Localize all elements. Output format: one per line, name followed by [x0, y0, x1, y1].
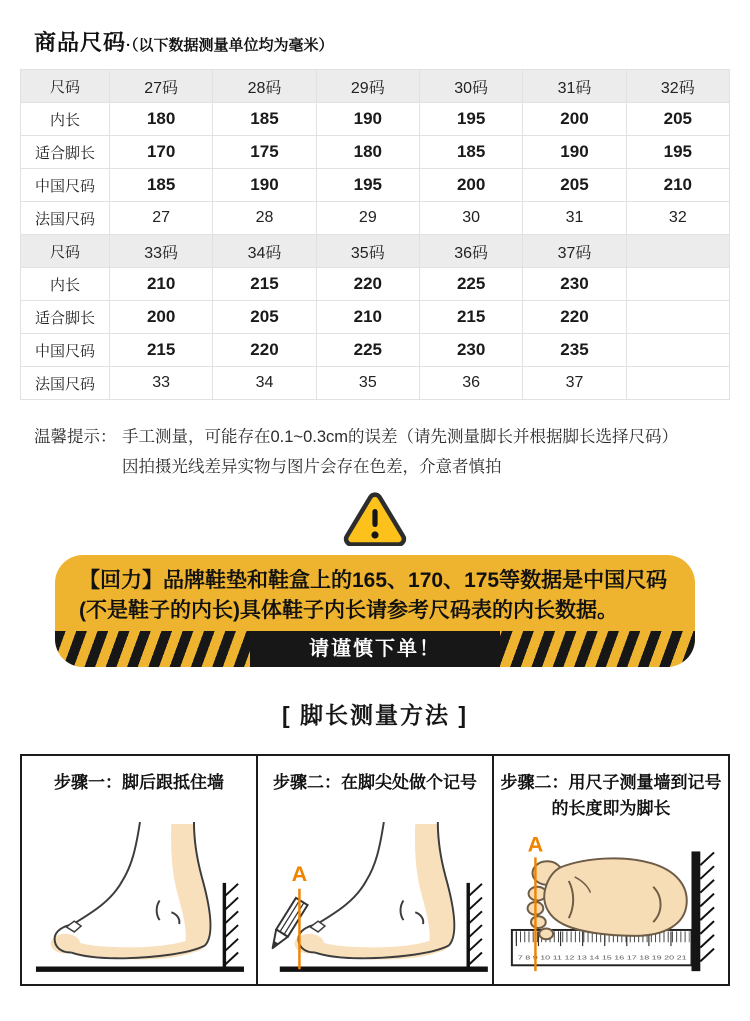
value-cell: 195: [316, 169, 419, 202]
value-cell: 235: [523, 334, 626, 367]
page-title-main: 商品尺码: [34, 30, 127, 55]
value-cell: 35: [316, 367, 419, 400]
value-cell: 180: [110, 103, 213, 136]
warning-banner: [55, 555, 695, 667]
value-cell: [626, 268, 729, 301]
order-caution-label: 请谨慎下单！: [250, 631, 500, 667]
value-cell: [626, 235, 729, 268]
value-cell: 175: [213, 136, 316, 169]
size-table: [20, 69, 730, 400]
page-title: [34, 26, 750, 57]
value-cell: 210: [316, 301, 419, 334]
value-cell: 170: [110, 136, 213, 169]
value-cell: 33: [110, 367, 213, 400]
value-cell: 195: [419, 103, 522, 136]
row-label-cell: 适合脚长: [21, 301, 110, 334]
value-cell: [626, 301, 729, 334]
value-cell: 225: [419, 268, 522, 301]
warning-banner-text: [55, 555, 695, 631]
value-cell: 33码: [110, 235, 213, 268]
value-cell: 220: [213, 334, 316, 367]
value-cell: 185: [110, 169, 213, 202]
value-cell: 215: [419, 301, 522, 334]
step-2-foot-mark-illustration: [262, 822, 488, 980]
step-2-panel: [258, 756, 494, 984]
row-label-cell: 中国尺码: [21, 334, 110, 367]
value-cell: 32: [626, 202, 729, 235]
value-cell: 195: [626, 136, 729, 169]
step-3-title-line-2: 的长度即为脚长: [551, 799, 671, 818]
row-label-cell: 内长: [21, 103, 110, 136]
row-label-cell: 适合脚长: [21, 136, 110, 169]
value-cell: [626, 334, 729, 367]
tips-line-1: 手工测量，可能存在0.1~0.3cm的误差（请先测量脚长并根据脚长选择尺码）: [122, 428, 679, 446]
step-3-ruler-illustration: [498, 822, 724, 980]
marker-a-label: A: [527, 831, 544, 857]
value-cell: 29: [316, 202, 419, 235]
value-cell: 30: [419, 202, 522, 235]
value-cell: 185: [213, 103, 316, 136]
measure-method-heading: [ 脚长测量方法 ]: [281, 702, 469, 728]
value-cell: 230: [523, 268, 626, 301]
step-1-foot-side-illustration: [26, 822, 252, 980]
tips-label: 温馨提示：: [34, 428, 117, 446]
measure-steps-panel: [20, 754, 730, 986]
value-cell: 190: [213, 169, 316, 202]
value-cell: 200: [419, 169, 522, 202]
value-cell: 220: [523, 301, 626, 334]
step-3-title: [494, 756, 728, 822]
value-cell: 32码: [626, 70, 729, 103]
tips-line-2: 因拍摄光线差异实物与图片会存在色差，介意者慎拍: [122, 458, 502, 476]
value-cell: 200: [110, 301, 213, 334]
value-cell: 190: [316, 103, 419, 136]
value-cell: 210: [110, 268, 213, 301]
value-cell: 34: [213, 367, 316, 400]
value-cell: 210: [626, 169, 729, 202]
hazard-stripes-bar: [55, 631, 695, 667]
warning-triangle-icon: [343, 490, 407, 551]
value-cell: 190: [523, 136, 626, 169]
value-cell: 36: [419, 367, 522, 400]
step-3-title-line-1: 步骤二：用尺子测量墙到记号: [500, 773, 722, 792]
value-cell: 215: [110, 334, 213, 367]
value-cell: 215: [213, 268, 316, 301]
value-cell: 200: [523, 103, 626, 136]
step-3-panel: [494, 756, 728, 984]
value-cell: 27码: [110, 70, 213, 103]
page-title-sub: ·（以下数据测量单位均为毫米）: [126, 37, 334, 54]
value-cell: 230: [419, 334, 522, 367]
value-cell: 180: [316, 136, 419, 169]
foot-sole-illustration: [528, 858, 687, 939]
value-cell: 29码: [316, 70, 419, 103]
value-cell: 225: [316, 334, 419, 367]
value-cell: 31: [523, 202, 626, 235]
row-label-cell: 内长: [21, 268, 110, 301]
row-label-cell: 法国尺码: [21, 367, 110, 400]
warning-banner-line-2: (不是鞋子的内长)具体鞋子内长请参考尺码表的内长数据。: [79, 599, 618, 622]
value-cell: 220: [316, 268, 419, 301]
value-cell: 28: [213, 202, 316, 235]
value-cell: 31码: [523, 70, 626, 103]
row-label-cell: 尺码: [21, 235, 110, 268]
value-cell: 37: [523, 367, 626, 400]
row-label-cell: 法国尺码: [21, 202, 110, 235]
value-cell: 34码: [213, 235, 316, 268]
value-cell: 35码: [316, 235, 419, 268]
value-cell: 36码: [419, 235, 522, 268]
ruler-numbers: 7 8 9 10 11 12 13 14 15 16 17 18 19 20 21: [517, 955, 687, 962]
value-cell: 205: [626, 103, 729, 136]
value-cell: 205: [213, 301, 316, 334]
step-1-title: 步骤一：脚后跟抵住墙: [54, 773, 224, 792]
row-label-cell: 中国尺码: [21, 169, 110, 202]
value-cell: 30码: [419, 70, 522, 103]
value-cell: 28码: [213, 70, 316, 103]
step-2-title: 步骤二：在脚尖处做个记号: [273, 773, 477, 792]
value-cell: 205: [523, 169, 626, 202]
value-cell: 185: [419, 136, 522, 169]
value-cell: [626, 367, 729, 400]
value-cell: 37码: [523, 235, 626, 268]
tips-block: [34, 422, 694, 482]
step-1-panel: [22, 756, 258, 984]
warning-banner-line-1: 【回力】品牌鞋垫和鞋盒上的165、170、175等数据是中国尺码: [79, 569, 668, 592]
row-label-cell: 尺码: [21, 70, 110, 103]
marker-a-label: A: [291, 860, 308, 886]
size-table-body: [21, 70, 730, 400]
value-cell: 27: [110, 202, 213, 235]
